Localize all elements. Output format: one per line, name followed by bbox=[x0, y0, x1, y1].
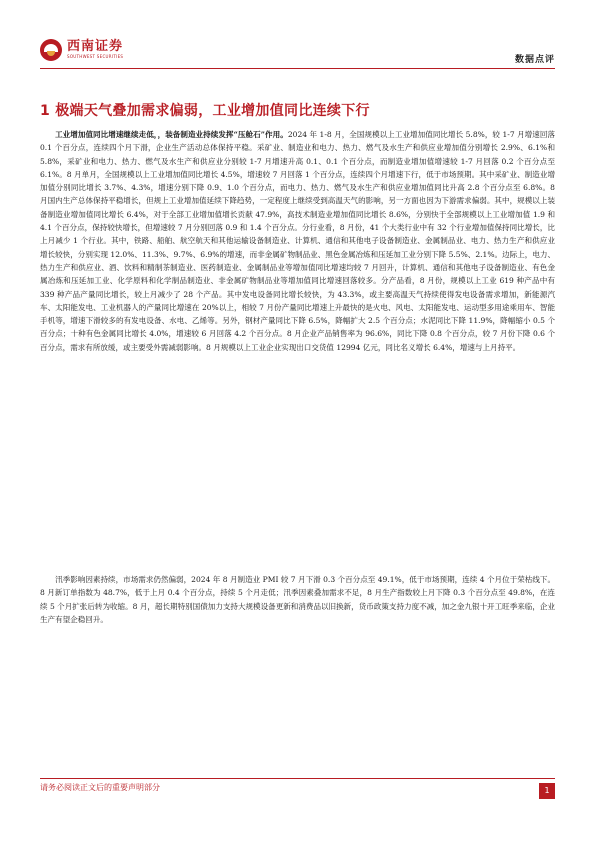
paragraph-body: 汛季影响因素持续，市场需求仍然偏弱，2024 年 8 月制造业 PMI 较 7 月下滑 0.3 个百分点至 49.1%，低于市场预期，连续 4 个月位于荣枯线下。8 月新订单指数为 48.7%，低于上月 0.4 个百分点，持续 5 个月走低；汛季因素叠加需求不足，8 月生产指数较上月下降 0.3 个百分点至 49.8%，在连续 5 个月扩张后转为收缩。8 月，超长期特别国债加力支持大规模设备更新和消费品以旧换新，货币政策支持力度不减，加之金九银十开工旺季来临，企业生产有望企稳回升。 bbox=[40, 575, 555, 624]
paragraph-pmi bbox=[40, 573, 555, 626]
paragraph-industrial-output bbox=[40, 128, 555, 354]
page-header bbox=[40, 36, 555, 66]
footer-divider bbox=[40, 778, 555, 779]
paragraph-lead: 工业增加值同比增速继续走低，，装备制造业持续发挥“压舱石”作用。 bbox=[55, 130, 288, 139]
header-divider bbox=[40, 68, 555, 69]
logo-emblem-icon bbox=[40, 39, 62, 61]
section-title: 1 极端天气叠加需求偏弱，工业增加值同比连续下行 bbox=[40, 103, 370, 119]
logo-english-name: SOUTHWEST SECURITIES bbox=[67, 54, 124, 59]
page-number: 1 bbox=[539, 783, 555, 799]
company-logo bbox=[40, 36, 123, 64]
logo-chinese-name: 西南证券 bbox=[67, 39, 124, 54]
report-type-label: 数据点评 bbox=[514, 55, 555, 65]
disclaimer-note: 请务必阅读正文后的重要声明部分 bbox=[40, 783, 160, 792]
paragraph-body: 2024 年 1-8 月，全国规模以上工业增加值同比增长 5.8%，较 1-7 月增速回落 0.1 个百分点，连续四个月下滑，企业生产活动总体保持平稳。采矿业、制造业和电力、热力、燃气及水生产和供应业增加值分别增长 2.9%、6.1%和 5.8%，采矿业和电力、热力、燃气及水生产和供应业分别较 1-7 月增速升高 0.1、0.1 个百分点，而制造业增加值增速较 1-7 月回落 0.2 个百分点至 6.1%。8 月单月，全国规模以上工业增加值同比增长 4.5%，增速较 7 月回落 1 个百分点，连续四个月增速下行，低于市场预期。其中采矿业、制造业增加值分别同比增长 3.7%、4.3%，增速分别下降 0.9、1.0 个百分点，而电力、热力、燃气及水生产和供应业增加值同比升高 2.8 个百分点至 6.8%。8 月国内生产总体保持平稳增长，但规上工业增加值延续下降趋势，一定程度上继续受到高温天气的影响，另一方面也因为下游需求偏弱。其中，规模以上装备制造业增加值同比增长 6.4%，对于全部工业增加值增长贡献 47.9%，高技术制造业增加值同比增长 8.6%，分别快于全部规模以上工业增加值 1.9 和 4.1 个百分点，保持较快增长，但增速较 7 月分别回落 0.9 和 1.4 个百分点。分行业看，8 月份，41 个大类行业中有 32 个行业增加值保持同比增长，比上月减少 1 个行业。其中，铁路、船舶、航空航天和其他运输设备制造业、计算机、通信和其他电子设备制造业、金属制品业、电力、热力生产和供应业增长较快，分别实现 12.0%、11.3%、9.7%、6.9%的增速，而非金属矿物制品业、黑色金属冶炼和压延加工业分别下降 5.5%、2.1%。边际上，电力、热力生产和供应业、酒、饮料和精制茶制造业、医药制造业、金属制品业等增加值同比增速均较 7 月回升，计算机、通信和其他电子设备制造业、有色金属冶炼和压延加工业、化学原料和化学制品制造业、非金属矿物制品业等增加值同比增速回落较多。分产品看，8 月份，规模以上工业 619 种产品中有 339 种产品产量同比增长，较上月减少了 28 个产品。其中发电设备同比增长较快，为 43.3%，或主要高温天气持续使得发电设备需求增加，新能源汽车、太阳能发电、工业机器人的产量同比增速在 20%以上，相较 7 月份产量同比增速上升最快的是火电、风电、太阳能发电、运动型多用途乘用车、智能手机等，增速下滑较多的有发电设备、水电、乙烯等。另外，钢材产量同比下降 6.5%，降幅扩大 2.5 个百分点；水泥同比下降 11.9%，降幅缩小 0.5 个百分点；十种有色金属同比增长 4.0%，增速较 6 月回落 4.2 个百分点。8 月企业产品销售率为 96.6%，同比下降 0.8 个百分点，较 7 月份下降 0.6 个百分点，需求有所放缓，或主要受外需减弱影响。8 月规模以上工业企业实现出口交货值 12994 亿元，同比名义增长 6.4%，增速与上月持平。 bbox=[40, 130, 555, 352]
